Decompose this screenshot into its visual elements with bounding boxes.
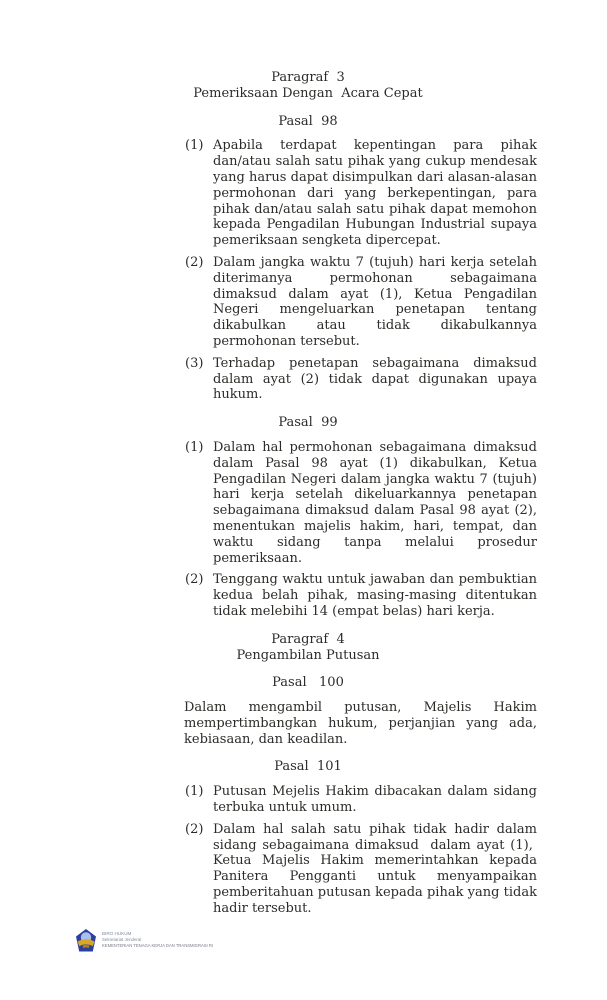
clause-text: Dalam hal permohonan sebagaimana dimaksud dalam Pasal 98 ayat (1) dikabulkan, Ketua Pengadilan Negeri dalam jangka waktu 7 (tujuh) hari kerja setelah dikeluarkannya penetapan sebagaimana dimaksud dalam Pasal 98 ayat (2), menentukan majelis hakim, hari, tempat, dan waktu sidang tanpa melalui prosedur pemeriksaan. xyxy=(213,439,537,566)
pasal-101-item-2 xyxy=(185,822,537,917)
section-heading-paragraf-3 xyxy=(78,70,538,102)
footer-text-block xyxy=(102,929,213,950)
document-content xyxy=(0,70,607,923)
footer-line-sekretariat: Sekretariat Jenderal xyxy=(102,937,142,943)
clause-text: Terhadap penetapan sebagaimana dimaksud dalam ayat (2) tidak dapat digunakan upaya hukum. xyxy=(213,355,537,403)
pasal-100-body: Dalam mengambil putusan, Majelis Hakim mempertimbangkan hukum, perjanjian yang ada, kebiasaan, dan keadilan. xyxy=(184,700,537,747)
footer-line-biro-hukum: BIRO HUKUM xyxy=(102,931,132,936)
clause-number: (1) xyxy=(185,439,204,455)
clause-text: Dalam jangka waktu 7 (tujuh) hari kerja setelah diterimanya permohonan sebagaimana dimaksud dalam ayat (1), Ketua Pengadilan Negeri mengeluarkan penetapan tentang dikabulkan atau tidak dikabulkannya permohonan tersebut. xyxy=(213,254,537,349)
pasal-99-item-2 xyxy=(185,572,537,619)
pasal-98-item-2 xyxy=(185,255,537,350)
clause-text: Tenggang waktu untuk jawaban dan pembuktian kedua belah pihak, masing-masing ditentukan tidak melebihi 14 (empat belas) hari kerja. xyxy=(213,572,537,619)
ministry-emblem-icon xyxy=(76,929,96,952)
clause-number: (2) xyxy=(185,572,204,588)
pasal-98-item-3 xyxy=(185,356,537,403)
pasal-101-heading: Pasal 101 xyxy=(274,759,342,775)
clause-number: (3) xyxy=(185,355,204,371)
paragraf-3-title: Paragraf 3 xyxy=(271,70,345,85)
clause-text: Putusan Mejelis Hakim dibacakan dalam sidang terbuka untuk umum. xyxy=(213,784,537,816)
pasal-98-heading: Pasal 98 xyxy=(278,113,338,129)
clause-text: Dalam hal salah satu pihak tidak hadir dalam sidang sebagaimana dimaksud dalam ayat (1), Ketua Majelis Hakim memerintahkan kepada Panitera Pengganti untuk menyampaikan pemberitahuan putusan kepada pihak yang tidak hadir tersebut. xyxy=(213,821,537,916)
paragraf-3-subtitle: Pemeriksaan Dengan Acara Cepat xyxy=(193,85,423,101)
clause-number: (1) xyxy=(185,138,204,154)
footer-line-kementerian: KEMENTERIAN TENAGA KERJA DAN TRANSMIGRASI RI xyxy=(102,943,214,949)
pasal-98-item-1 xyxy=(185,138,537,249)
paragraf-4-subtitle: Pengambilan Putusan xyxy=(236,647,380,663)
pasal-101-item-1 xyxy=(185,784,537,816)
pasal-99-item-1 xyxy=(185,440,537,566)
clause-number: (2) xyxy=(185,254,204,270)
section-heading-paragraf-4 xyxy=(78,632,538,664)
paragraf-4-title: Paragraf 4 xyxy=(271,631,345,647)
pasal-100-heading: Pasal 100 xyxy=(272,675,344,691)
footer xyxy=(76,929,213,952)
clause-number: (2) xyxy=(185,821,204,837)
clause-number: (1) xyxy=(185,784,204,800)
clause-text: Apabila terdapat kepentingan para pihak dan/atau salah satu pihak yang cukup mendesak yang harus dapat disimpulkan dari alasan-alasan permohonan dari yang berkepentingan, para pihak dan/atau salah satu pihak dapat memohon kepada Pengadilan Hubungan Industrial supaya pemeriksaan sengketa dipercepat. xyxy=(213,138,537,249)
pasal-99-heading: Pasal 99 xyxy=(278,415,338,431)
